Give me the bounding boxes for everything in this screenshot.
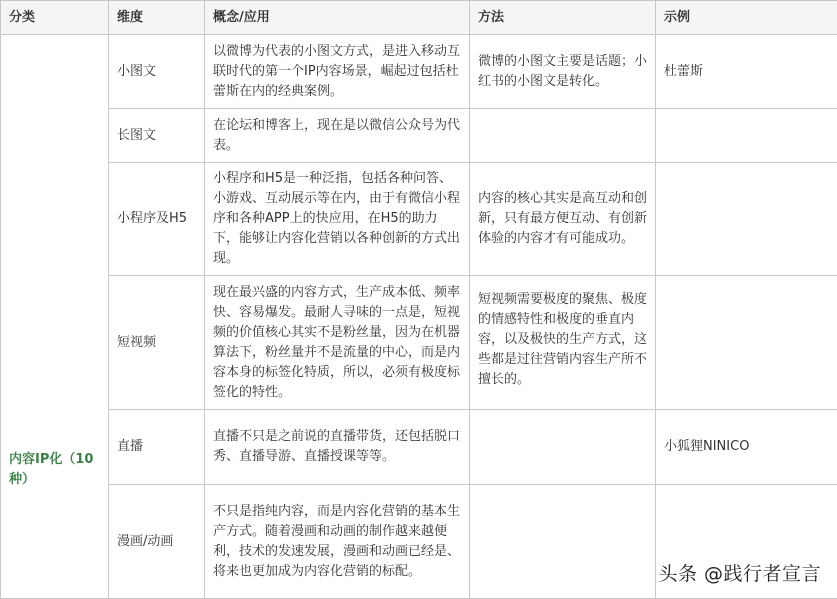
concept-cell: 不只是指纯内容，而是内容化营销的基本生产方式。随着漫画和动画的制作越来越便利，技术的发速发展，漫画和动画已经是、将来也更加成为内容化营销的标配。 [205, 485, 470, 599]
dimension-cell: 直播 [109, 410, 205, 485]
dimension-cell: 小程序及H5 [109, 163, 205, 276]
concept-cell: 在论坛和博客上，现在是以微信公众号为代表。 [205, 109, 470, 163]
watermark: 头条 @践行者宣言 [658, 559, 821, 586]
method-cell [470, 410, 656, 485]
method-cell: 短视频需要极度的聚焦、极度的情感特性和极度的垂直内容，以及极快的生产方式，这些都是过往营销内容生产所不擅长的。 [470, 276, 656, 410]
example-cell [656, 109, 837, 163]
dimension-cell: 漫画/动画 [109, 485, 205, 599]
method-cell [470, 109, 656, 163]
category-cell: 内容IP化（10种） [1, 35, 109, 599]
header-row [1, 1, 837, 35]
table-row [1, 410, 837, 485]
table-row [1, 109, 837, 163]
example-cell [656, 163, 837, 276]
dimension-cell: 短视频 [109, 276, 205, 410]
method-cell: 内容的核心其实是高互动和创新，只有最方便互动、有创新体验的内容才有可能成功。 [470, 163, 656, 276]
example-cell [656, 276, 837, 410]
concept-cell: 以微博为代表的小图文方式，是进入移动互联时代的第一个IP内容场景，崛起过包括杜蕾斯在内的经典案例。 [205, 35, 470, 109]
table-row [1, 163, 837, 276]
header-method: 方法 [470, 1, 656, 35]
dimension-cell: 长图文 [109, 109, 205, 163]
method-cell: 微博的小图文主要是话题；小红书的小图文是转化。 [470, 35, 656, 109]
concept-cell: 小程序和H5是一种泛指，包括各种问答、小游戏、互动展示等在内，由于有微信小程序和各种APP上的快应用，在H5的助力下，能够让内容化营销以各种创新的方式出现。 [205, 163, 470, 276]
header-dimension: 维度 [109, 1, 205, 35]
table-row [1, 35, 837, 109]
table-row [1, 276, 837, 410]
concept-cell: 直播不只是之前说的直播带货，还包括脱口秀、直播导游、直播授课等等。 [205, 410, 470, 485]
header-category: 分类 [1, 1, 109, 35]
example-cell: 小狐狸NINICO [656, 410, 837, 485]
dimension-cell: 小图文 [109, 35, 205, 109]
concept-cell: 现在最兴盛的内容方式，生产成本低、频率快、容易爆发。最耐人寻味的一点是，短视频的价值核心其实不是粉丝量，因为在机器算法下，粉丝量并不是流量的中心，而是内容本身的标签化特质，所以，必须有极度标签化的特性。 [205, 276, 470, 410]
header-example: 示例 [656, 1, 837, 35]
method-cell [470, 485, 656, 599]
example-cell: 杜蕾斯 [656, 35, 837, 109]
header-concept: 概念/应用 [205, 1, 470, 35]
